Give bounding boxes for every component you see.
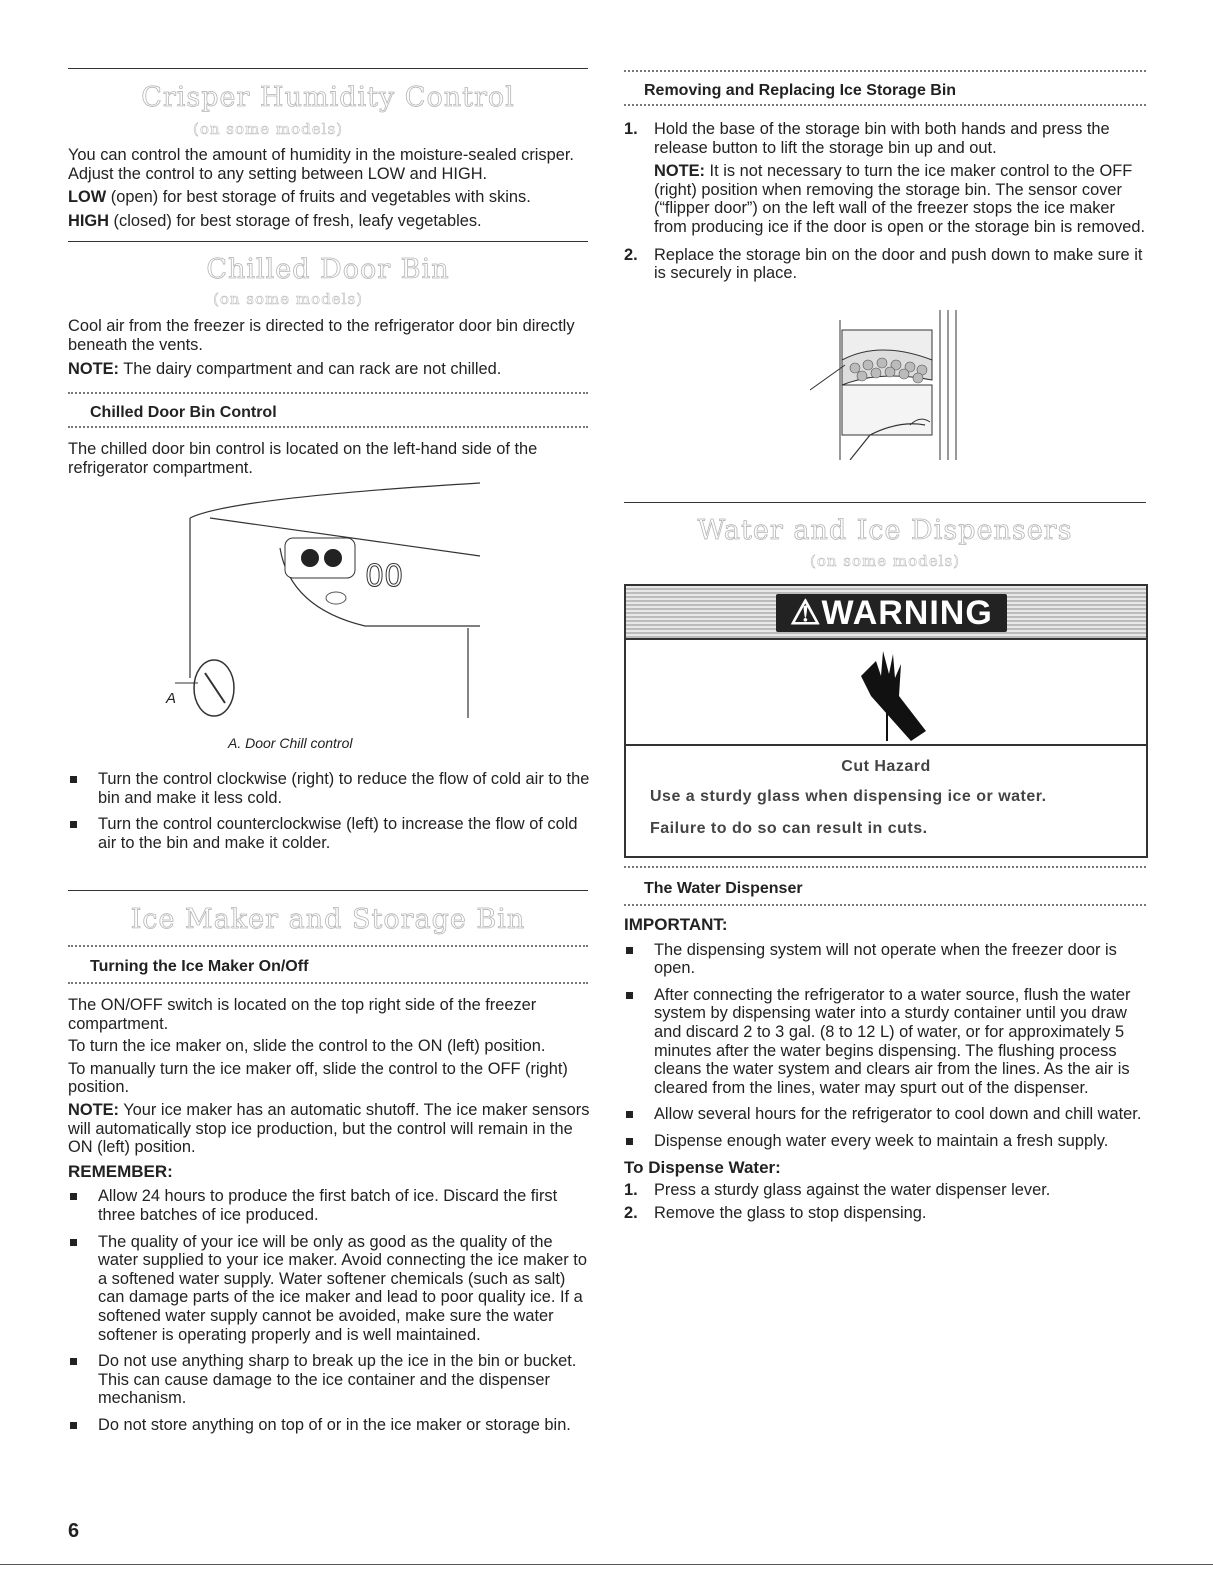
high-text: (closed) for best storage of fresh, leafy vegetables. — [108, 211, 482, 230]
note-text: The dairy compartment and can rack are not chilled. — [119, 360, 502, 379]
svg-text:00: 00 — [365, 559, 404, 594]
vent-panel — [285, 538, 355, 578]
crisper-paragraph: You can control the amount of humidity in the moisture-sealed crisper. Adjust the control to any setting between LOW and HIGH. — [68, 146, 574, 183]
crisper-body — [68, 146, 590, 230]
chilled-control-heading: Chilled Door Bin Control — [90, 404, 277, 421]
hazard-title: Cut Hazard — [841, 758, 931, 775]
list-item: Do not store anything on top of or in the ice maker or storage bin. — [68, 1416, 590, 1435]
water-heading-rule-top — [624, 866, 1146, 868]
chilled-control-text: The chilled door bin control is located on the left-hand side of the refrigerator compartment. — [68, 440, 538, 477]
step-2: 2. Replace the storage bin on the door and push down to make sure it is securely in place. — [624, 245, 1143, 283]
icemaker-heading: Turning the Ice Maker On/Off — [90, 958, 309, 975]
storage-steps — [624, 120, 1146, 283]
top-rule-left — [68, 68, 588, 69]
icemaker-rule — [68, 890, 588, 891]
icemaker-title: Ice Maker and Storage Bin — [130, 904, 526, 935]
high-label: HIGH — [68, 211, 109, 230]
storage-heading: Removing and Replacing Ice Storage Bin — [644, 82, 957, 99]
storage-heading-rule-bottom — [624, 104, 1146, 106]
list-item: After connecting the refrigerator to a water source, flush the water system by dispensing water into a sturdy container until you draw and discard 2 to 3 gal. (8 to 12 L) of water, or for approximately 5 minutes after the water begins dispensing. The flushing process cleans the water system and clears air from the lines. As the air is cleared from the lines, water may spurt out of the dispenser. — [624, 986, 1146, 1098]
page-number: 6 — [68, 1520, 80, 1542]
list-item: Allow 24 hours to produce the first batch of ice. Discard the first three batches of ice produced. — [68, 1187, 590, 1224]
chilled-title: Chilled Door Bin — [206, 254, 450, 285]
figure-caption: A. Door Chill control — [228, 735, 353, 751]
chilled-paragraph: Cool air from the freezer is directed to the refrigerator door bin directly beneath the vents. — [68, 317, 575, 354]
icemaker-heading-rule-bottom — [68, 982, 588, 984]
note-text: It is not necessary to turn the ice maker control to the OFF (right) position when removing the storage bin. The sensor cover (“flipper door”) on the left wall of the freezer stops the ice maker from producing ice if the door is open or the storage bin is removed. — [654, 162, 1146, 236]
cut-hazard-icon — [626, 646, 1146, 746]
hazard-divider — [626, 744, 1146, 746]
warning-bar — [626, 586, 1146, 640]
dispense-step-2: 2. Remove the glass to stop dispensing. — [624, 1203, 927, 1222]
list-item: Dispense enough water every week to maintain a fresh supply. — [624, 1132, 1146, 1151]
dispensers-subtitle: (on some models) — [810, 552, 960, 570]
note-label: NOTE: — [654, 162, 705, 181]
icemaker-p1: The ON/OFF switch is located on the top right side of the freezer compartment. — [68, 996, 537, 1033]
chilled-control-rule-bottom — [68, 426, 588, 428]
figure-letter: A — [166, 690, 177, 707]
bottom-rule — [0, 1564, 1213, 1565]
water-heading: The Water Dispenser — [644, 880, 803, 897]
list-item: The quality of your ice will be only as good as the quality of the water supplied to your ice maker. Avoid connecting the ice maker to a softened water supply. Water softener chemicals (such as salt) can damage parts of the ice maker and lead to poor quality ice. If a softened water supply cannot be avoided, make sure the water softener is operating properly and is well maintained. — [68, 1233, 590, 1345]
list-item: Do not use anything sharp to break up the ice in the bin or bucket. This can cause damage to the ice container and the dispenser mechanism. — [68, 1352, 590, 1408]
to-dispense-heading: To Dispense Water: — [624, 1157, 781, 1177]
warning-text: WARNING — [821, 594, 993, 632]
chilled-subtitle: (on some models) — [213, 290, 363, 308]
note-label: NOTE: — [68, 360, 119, 379]
storage-heading-rule-top — [624, 70, 1146, 72]
dispense-step-1-text: Press a sturdy glass against the water dispenser lever. — [654, 1181, 1051, 1200]
icemaker-p3: To manually turn the ice maker off, slide the control to the OFF (right) position. — [68, 1059, 568, 1097]
step-1-text: Hold the base of the storage bin with both hands and press the release button to lift the storage bin up and out. — [654, 120, 1110, 157]
icemaker-body — [68, 996, 590, 1442]
warning-box — [624, 584, 1148, 858]
low-label: LOW — [68, 188, 107, 207]
hazard-line-2: Failure to do so can result in cuts. — [650, 820, 928, 837]
chilled-rule — [68, 241, 588, 242]
icemaker-note — [68, 1101, 590, 1157]
ice-bin-figure — [810, 310, 970, 460]
dispensers-title: Water and Ice Dispensers — [697, 515, 1073, 546]
crisper-low-line — [68, 188, 590, 207]
chilled-note — [68, 360, 590, 379]
step-1: 1. Hold the base of the storage bin with both hands and press the release button to lift the storage bin up and out. NOTE: It is not necessary to turn the ice maker control to the OFF (right) position when removing the storage bin. The sensor cover (“flipper door”) on the left wall of the freezer stops the ice maker from producing ice if the door is open or the storage bin is removed. — [624, 120, 1146, 236]
important-heading: IMPORTANT: — [624, 915, 728, 934]
water-heading-rule-bottom — [624, 904, 1146, 906]
water-body — [624, 916, 1146, 1222]
crisper-high-line — [68, 212, 590, 231]
low-text: (open) for best storage of fruits and vegetables with skins. — [106, 188, 531, 207]
door-chill-figure — [150, 478, 490, 738]
list-item: Turn the control clockwise (right) to reduce the flow of cold air to the bin and make it less cold. — [68, 770, 590, 807]
crisper-title: Crisper Humidity Control — [141, 82, 515, 113]
note-label: NOTE: — [68, 1100, 119, 1119]
icemaker-p2: To turn the ice maker on, slide the control to the ON (left) position. — [68, 1037, 546, 1056]
dispense-step-2-text: Remove the glass to stop dispensing. — [654, 1203, 927, 1222]
hazard-line-1: Use a sturdy glass when dispensing ice or water. — [650, 788, 1047, 805]
dispense-step-1: 1. Press a sturdy glass against the water dispenser lever. — [624, 1181, 1051, 1200]
chilled-control-rule-top — [68, 392, 588, 394]
step-2-text: Replace the storage bin on the door and push down to make sure it is securely in place. — [654, 245, 1143, 283]
chilled-bullets — [68, 770, 590, 860]
warning-label: ⚠WARNING — [776, 594, 1007, 632]
storage-note — [654, 162, 1146, 236]
list-item: Turn the control counterclockwise (left) to increase the flow of cold air to the bin and make it colder. — [68, 815, 590, 852]
crisper-subtitle: (on some models) — [193, 120, 343, 138]
list-item: The dispensing system will not operate when the freezer door is open. — [624, 941, 1146, 978]
remember-heading: REMEMBER: — [68, 1161, 173, 1181]
dispensers-rule — [624, 502, 1146, 503]
note-text: Your ice maker has an automatic shutoff. The ice maker sensors will automatically stop ice production, but the control will remain in the ON (left) position. — [68, 1100, 590, 1157]
icemaker-heading-rule-top — [68, 945, 588, 947]
chilled-body — [68, 317, 590, 379]
list-item: Allow several hours for the refrigerator to cool down and chill water. — [624, 1105, 1146, 1124]
